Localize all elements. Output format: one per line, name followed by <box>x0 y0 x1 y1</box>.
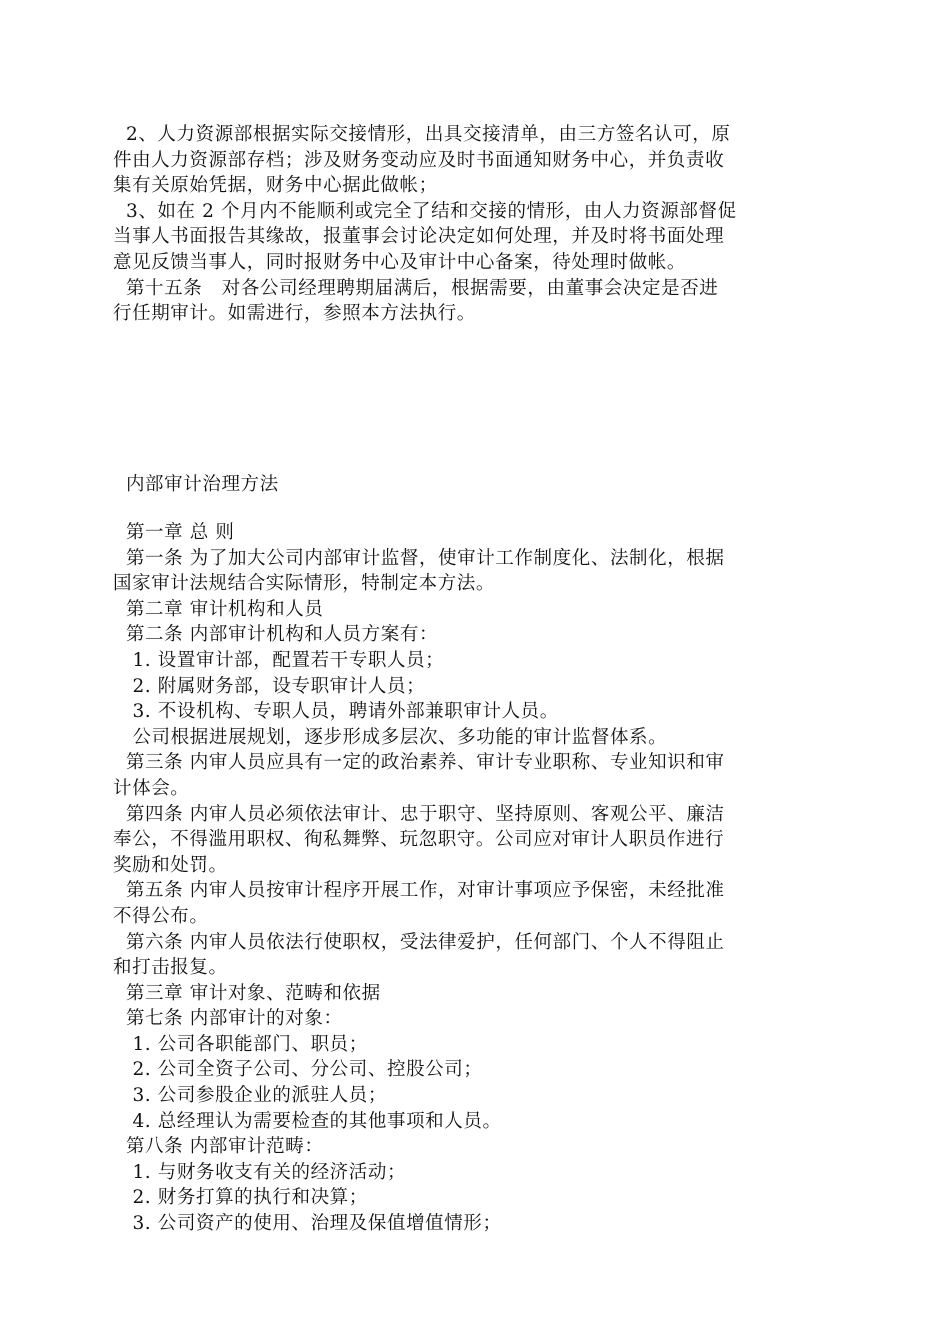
text-line: 2. 财务打算的执行和决算； <box>113 1187 368 1209</box>
text-line: 第一章 总 则 <box>113 522 235 543</box>
text-line: 件由人力资源部存档；涉及财务变动应及时书面通知财务中心，并负责收 <box>113 149 725 171</box>
text-line: 公司根据进展规划，逐步形成多层次、多功能的审计监督体系。 <box>113 726 668 748</box>
text-line: 2、人力资源部根据实际交接情形，出具交接清单，由三方签名认可，原 <box>113 124 731 145</box>
text-line: 第六条 内审人员依法行使职权，受法律爱护，任何部门、个人不得阻止 <box>113 931 725 953</box>
text-line: 行任期审计。如需进行，参照本方法执行。 <box>113 303 476 325</box>
document-title-block <box>113 472 837 498</box>
text-line: 第十五条 对各公司经理聘期届满后，根据需要，由董事会决定是否进 <box>113 277 719 299</box>
text-line: 3、如在 2 个月内不能顺利或完全了结和交接的情形，由人力资源部督促 <box>113 200 737 222</box>
text-line: 意见反馈当事人，同时报财务中心及审计中心备案，待处理时做帐。 <box>113 251 687 273</box>
text-line: 第七条 内部审计的对象： <box>113 1008 343 1030</box>
text-line: 奉公，不得滥用职权、徇私舞弊、玩忽职守。公司应对审计人职员作进行 <box>113 829 725 851</box>
text-line: 国家审计法规结合实际情形，特制定本方法。 <box>113 573 496 595</box>
text-line: 1. 与财务收支有关的经济活动； <box>113 1161 407 1183</box>
document-title: 内部审计治理方法 <box>113 474 279 495</box>
text-line: 当事人书面报告其缘故，报董事会讨论决定如何处理，并及时将书面处理 <box>113 226 725 248</box>
text-line: 第四条 内审人员必须依法审计、忠于职守、坚持原则、客观公平、廉洁 <box>113 803 725 825</box>
text-line: 2. 公司全资子公司、分公司、控股公司； <box>113 1059 483 1081</box>
body-text-block <box>113 520 837 1237</box>
text-line: 集有关原始凭据，财务中心据此做帐； <box>113 175 438 197</box>
text-line: 4. 总经理认为需要检查的其他事项和人员。 <box>113 1110 502 1132</box>
text-line: 第三条 内审人员应具有一定的政治素养、审计专业职称、专业知识和审 <box>113 752 725 774</box>
text-line: 第二章 审计机构和人员 <box>113 598 324 620</box>
text-line: 第二条 内部审计机构和人员方案有： <box>113 624 439 646</box>
text-line: 2. 附属财务部，设专职审计人员； <box>113 675 426 697</box>
text-line: 第三章 审计对象、范畴和依据 <box>113 982 381 1004</box>
text-line: 1. 公司各职能部门、职员； <box>113 1033 368 1055</box>
top-text-block <box>113 122 837 327</box>
text-line: 奖励和处罚。 <box>113 854 228 876</box>
text-line: 第一条 为了加大公司内部审计监督，使审计工作制度化、法制化，根据 <box>113 547 725 569</box>
text-line: 和打击报复。 <box>113 957 228 979</box>
text-line: 不得公布。 <box>113 905 209 927</box>
text-line: 1. 设置审计部，配置若干专职人员； <box>113 649 445 671</box>
text-line: 第五条 内审人员按审计程序开展工作，对审计事项应予保密，未经批准 <box>113 880 725 902</box>
text-line: 3. 不设机构、专职人员，聘请外部兼职审计人员。 <box>113 701 559 723</box>
text-line: 第八条 内部审计范畴： <box>113 1136 324 1158</box>
text-line: 3. 公司参股企业的派驻人员； <box>113 1085 387 1107</box>
text-line: 计体会。 <box>113 777 190 799</box>
text-line: 3. 公司资产的使用、治理及保值增值情形； <box>113 1213 502 1235</box>
